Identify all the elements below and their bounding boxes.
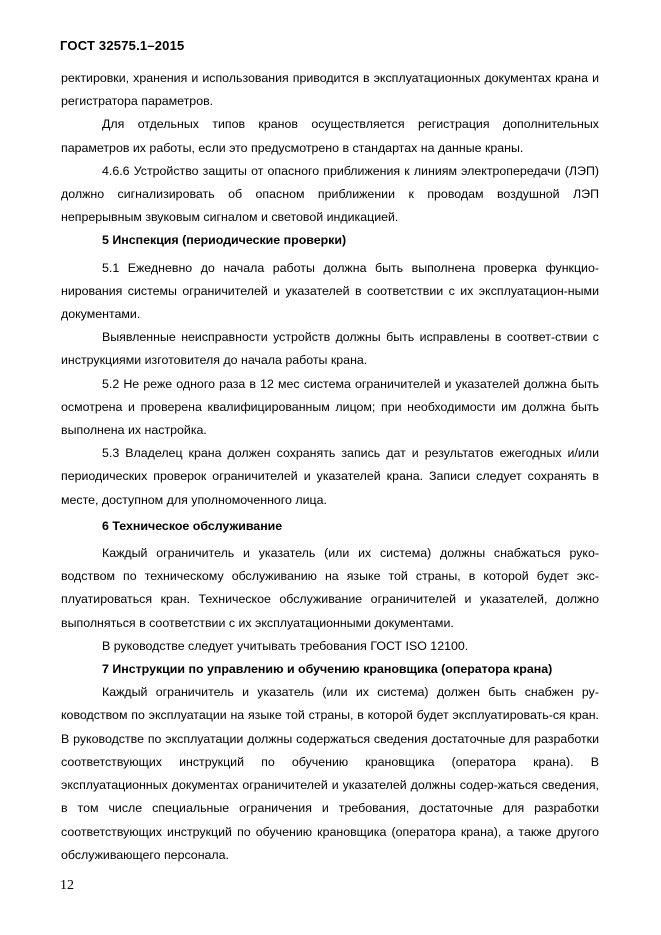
section-heading-7: 7 Инструкции по управлению и обучению крановщика (оператора крана) [102, 662, 553, 677]
paragraph-faults: Выявленные неисправности устройств должны быть исправлены в соответ-ствии с инструкциями изготовителя до начала работы крана. [61, 330, 599, 368]
paragraph-5-2: 5.2 Не реже одного раза в 12 мес система ограничителей и указателей должна быть осмотрена и проверена квалифицированным лицом; при необходимости им должна быть выполнена их настройка. [61, 376, 599, 438]
page-body [61, 67, 599, 867]
paragraph-5-3: 5.3 Владелец крана должен сохранять запись дат и результатов ежегодных и/или периодических проверок ограничителей и указателей крана. Записи следует сохранять в месте, доступном для уполномоченного лица. [61, 446, 599, 507]
section-heading-6: 6 Техническое обслуживание [102, 518, 283, 533]
paragraph-additional-parameters: Для отдельных типов кранов осуществляется регистрация дополнительных параметров их работы, если это предусмотрено в стандартах на данные краны. [61, 117, 599, 155]
paragraph-operation-manual: Каждый ограничитель и указатель (или их система) должен быть снабжен ру-ководством по эксплуатации на языке той страны, в которой будет эксплуатировать-ся кран. В руководстве по эксплуатации должны содержаться сведения достаточные для разработки соответствующих инструкций по обучению крановщика (оператора крана). В эксплуатационных документах ограничителей и указателей должны содер-жаться сведения, в том числе специальные ограничения и требования, достаточные для разработки соответствующих инструкций по обучению крановщика (оператора крана), а также другого обслуживающего персонала. [61, 685, 599, 862]
paragraph-continuation: ректировки, хранения и использования приводится в эксплуатационных документах крана и регистратора параметров. [61, 71, 599, 109]
paragraph-4-6-6: 4.6.6 Устройство защиты от опасного приближения к линиям электропередачи (ЛЭП) должно сигнализировать об опасном приближении к проводам воздушной ЛЭП непрерывным звуковым сигналом и световой индикацией. [61, 163, 599, 225]
paragraph-iso-reference: В руководстве следует учитывать требования ГОСТ ISO 12100. [102, 638, 469, 653]
document-code-header: ГОСТ 32575.1–2015 [60, 38, 185, 53]
paragraph-5-1: 5.1 Ежедневно до начала работы должна быть выполнена проверка функцио-нирования системы ограничителей и указателей в соответствии с их эксплуатацион-ными документами. [61, 260, 599, 322]
page-number: 12 [60, 878, 74, 893]
section-heading-5: 5 Инспекция (периодические проверки) [102, 233, 347, 248]
paragraph-maintenance: Каждый ограничитель и указатель (или их система) должны снабжаться руко-водством по техническому обслуживанию на языке той страны, в которой будет экс-плуатироваться кран. Техническое обслуживание ограничителей и указателей, должно выполняться в соответствии с их эксплуатационными документами. [61, 546, 599, 630]
